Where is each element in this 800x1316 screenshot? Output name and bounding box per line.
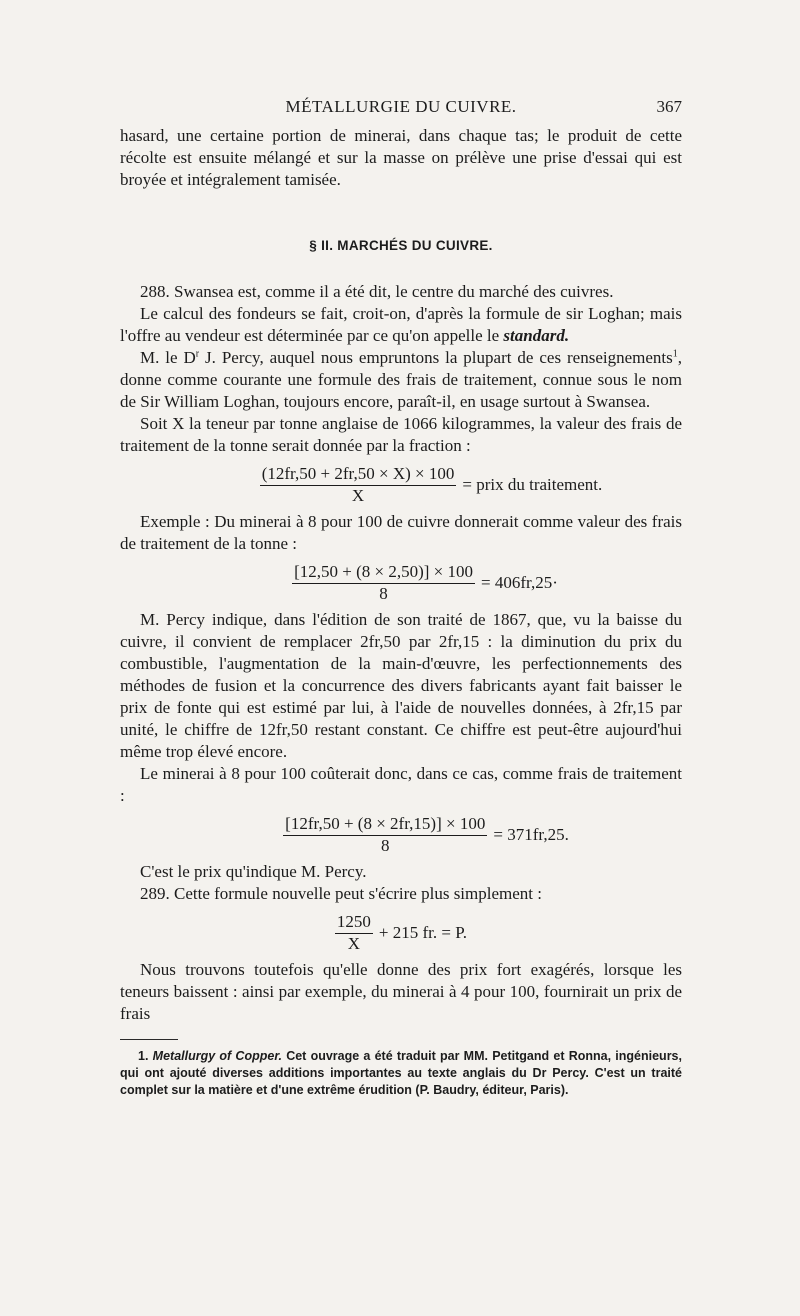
footnote-divider (120, 1039, 178, 1040)
formula-2-result: = 406fr,25· (481, 572, 558, 592)
formula-2 (168, 562, 682, 603)
formula-4-fraction (335, 912, 373, 953)
paragraph-soit: Soit X la teneur par tonne anglaise de 1066 kilogrammes, la valeur des frais de traitement de la tonne serait donnée par la fraction : (120, 414, 682, 455)
paragraph-minerai: Le minerai à 8 pour 100 coûterait donc, dans ce cas, comme frais de traitement : (120, 764, 682, 805)
formula-3-numerator: [12fr,50 + (8 × 2fr,15)] × 100 (283, 814, 487, 836)
formula-3 (170, 814, 682, 855)
formula-2-denominator: 8 (379, 584, 388, 603)
paragraph-exemple: Exemple : Du minerai à 8 pour 100 de cuivre donnerait comme valeur des frais de traitement de la tonne : (120, 512, 682, 553)
formula-3-fraction (283, 814, 487, 855)
paragraph-cest: C'est le prix qu'indique M. Percy. (140, 862, 367, 881)
standard-term: standard. (503, 326, 570, 345)
page-number: 367 (656, 97, 682, 116)
formula-4-result: + 215 fr. = P. (378, 922, 468, 942)
footnote-reference: 1 (672, 348, 678, 360)
paragraph-percy-text-b: J. Percy, auquel nous empruntons la plupart de ces renseignements (199, 348, 673, 367)
paragraph-288: 288. Swansea est, comme il a été dit, le centre du marché des cuivres. (140, 282, 614, 301)
formula-2-fraction (292, 562, 475, 603)
formula-1-numerator: (12fr,50 + 2fr,50 × X) × 100 (260, 464, 457, 486)
paragraph-percy (120, 347, 682, 413)
formula-1 (180, 464, 682, 505)
paragraph-percy-text-c: , donne comme courante une formule des frais de traitement, connue sous le nom de Sir William Loghan, toujours encore, paraît-il, en usage surtout à Swansea. (120, 348, 682, 411)
paragraph-289: 289. Cette formule nouvelle peut s'écrire plus simplement : (140, 884, 542, 903)
paragraph-continuation: hasard, une certaine portion de minerai, dans chaque tas; le produit de cette récolte est ensuite mélangé et sur la masse on prélève une prise d'essai qui est broyée et intégralement tamisée. (120, 126, 682, 189)
footnotes (120, 1048, 682, 1099)
paragraph-percy-indique: M. Percy indique, dans l'édition de son traité de 1867, que, vu la baisse du cuivre, il convient de remplacer 2fr,50 par 2fr,15 : la diminution du prix du combustible, l'augmentation de la main-d'œuvre, les perfectionnements des méthodes de fusion et la concurrence des divers fabricants ayant fait baisser le prix de fonte qui est estimé par lui, à l'aide de nouvelles données, à 2fr,15 par unité, le chiffre de 12fr,50 restant constant. Ce chiffre est peut-être aujourd'hui même trop élevé encore. (120, 610, 682, 761)
section-heading: § II. MARCHÉS DU CUIVRE. (309, 238, 493, 253)
formula-1-fraction (260, 464, 457, 505)
formula-2-numerator: [12,50 + (8 × 2,50)] × 100 (292, 562, 475, 584)
formula-4-numerator: 1250 (335, 912, 373, 934)
footnote-1-text: Cet ouvrage a été traduit par MM. Petitgand et Ronna, ingénieurs, qui ont ajouté diverses additions importantes au texte anglais du Dr Percy. C'est un traité complet sur la matière et d'une extrême érudition (P. Baudry, éditeur, Paris). (120, 1049, 682, 1097)
footnote-1 (120, 1048, 682, 1099)
formula-4 (120, 912, 682, 953)
footnote-1-marker: 1. (138, 1049, 149, 1063)
page-body (120, 125, 682, 1099)
paragraph-percy-text-a: M. le D (140, 348, 196, 367)
formula-3-denominator: 8 (381, 836, 390, 855)
formula-3-result: = 371fr,25. (493, 824, 569, 844)
paragraph-calcul (120, 303, 682, 347)
doctor-superscript: r (195, 348, 200, 360)
paragraph-calcul-text: Le calcul des fondeurs se fait, croit-on, d'après la formule de sir Loghan; mais l'offre au vendeur est déterminée par ce qu'on appelle le (120, 304, 682, 345)
running-header (120, 97, 682, 121)
paragraph-nous: Nous trouvons toutefois qu'elle donne des prix fort exagérés, lorsque les teneurs baissent : ainsi par exemple, du minerai à 4 pour 100, fournirait un prix de frais (120, 960, 682, 1023)
formula-1-denominator: X (351, 486, 365, 505)
running-title: MÉTALLURGIE DU CUIVRE. (285, 97, 517, 116)
footnote-1-title: Metallurgy of Copper. (152, 1049, 282, 1063)
formula-1-result: = prix du traitement. (462, 474, 603, 494)
formula-4-denominator: X (347, 934, 361, 953)
